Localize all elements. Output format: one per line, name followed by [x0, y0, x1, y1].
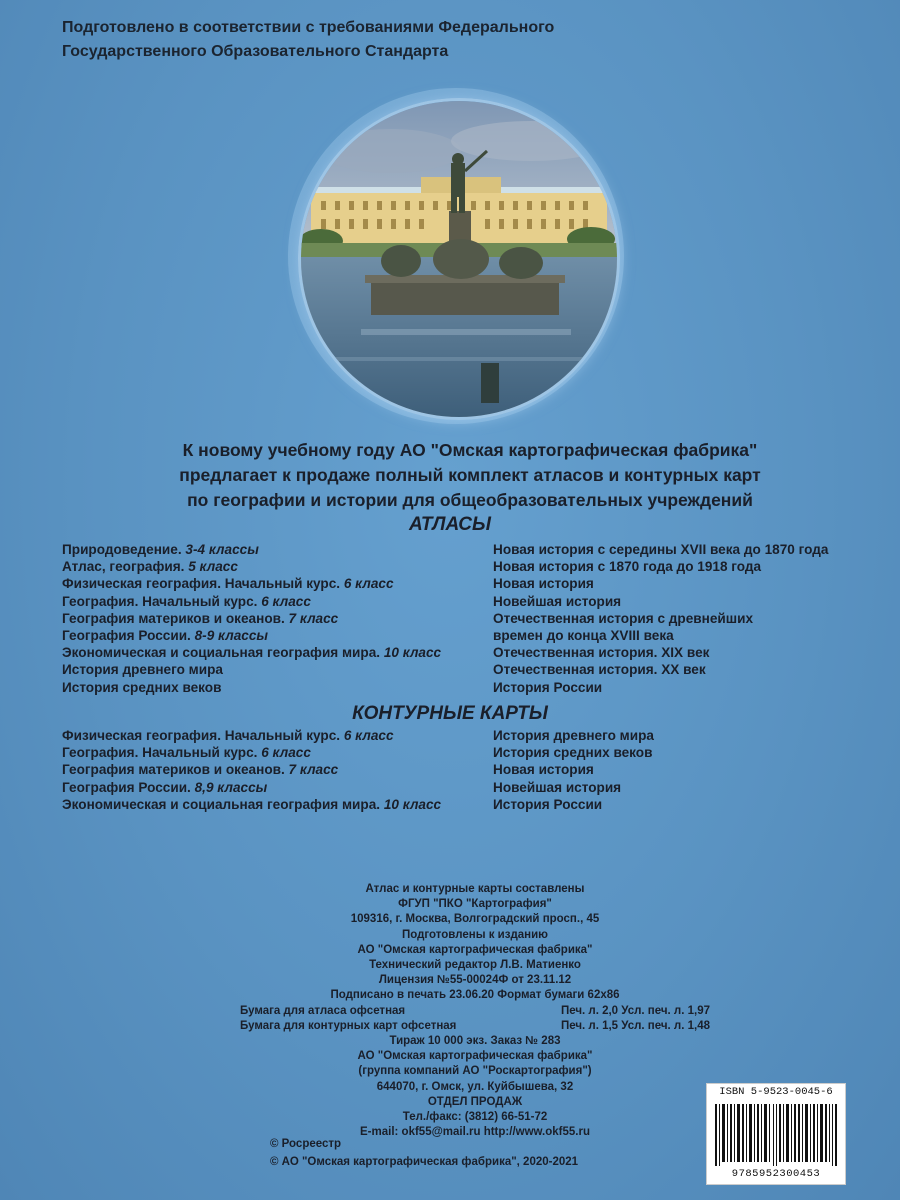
list-item: География России. 8,9 классы: [62, 779, 268, 795]
imprint-line: ФГУП "ПКО "Картография": [398, 898, 552, 911]
list-item: Новая история: [493, 762, 594, 778]
list-item: Новая история: [493, 576, 594, 592]
paper-atlas: Бумага для атласа офсетная: [240, 1004, 406, 1017]
imprint-line: 109316, г. Москва, Волгоградский просп., 45: [350, 913, 600, 926]
imprint-line: АО "Омская картографическая фабрика": [357, 943, 593, 956]
imprint-block: [240, 882, 710, 1140]
imprint-line: [240, 1004, 710, 1019]
imprint-line: Подготовлены к изданию: [401, 928, 549, 941]
peterhof-fountain-photo: [298, 98, 620, 420]
sheets-contour-maps: Печ. л. 1,5 Усл. печ. л. 1,48: [560, 1019, 710, 1032]
list-item: Природоведение. 3-4 классы: [62, 542, 259, 557]
list-item: Отечественная история. XIX век: [493, 645, 710, 661]
imprint-line: (группа компаний АО "Роскартография"): [358, 1065, 592, 1078]
imprint-line: 644070, г. Омск, ул. Куйбышева, 32: [376, 1080, 574, 1093]
list-item: География. Начальный курс. 6 класс: [62, 745, 311, 761]
imprint-line: Тираж 10 000 экз. Заказ № 283: [389, 1035, 561, 1048]
list-item: История России: [493, 796, 603, 812]
imprint-line: Технический редактор Л.В. Матиенко: [369, 959, 581, 972]
list-item: История древнего мира: [493, 728, 654, 743]
fgos-notice-line-2: Государственного Образовательного Стандарта: [62, 43, 449, 60]
list-item: География. Начальный курс. 6 класс: [62, 593, 311, 609]
list-item: История средних веков: [493, 745, 653, 761]
contour-maps-right-list: [493, 727, 654, 813]
phone-fax: Тел./факс: (3812) 66-51-72: [402, 1111, 548, 1124]
list-item: Отечественная история. XX век: [493, 662, 706, 678]
contour-maps-left-list: [62, 727, 441, 813]
paper-contour-maps: Бумага для контурных карт офсетная: [240, 1019, 457, 1032]
email-website: E-mail: okf55@mail.ru http://www.okf55.ru: [360, 1126, 590, 1139]
intro-line-3: по географии и истории для общеобразовательных учреждений: [187, 490, 753, 510]
intro-line-1: К новому учебному году АО "Омская картографическая фабрика": [182, 440, 758, 460]
fountain-illustration: [301, 101, 617, 417]
imprint-line: АО "Омская картографическая фабрика": [357, 1050, 593, 1063]
list-item: Новая история с середины XVII века до 1870 года: [493, 542, 829, 557]
copyright-line-1: © Росреестр: [270, 1138, 342, 1150]
list-item: Физическая география. Начальный курс. 6 класс: [62, 576, 394, 592]
list-item: времен до конца XVIII века: [493, 628, 674, 644]
list-item: География материков и океанов. 7 класс: [62, 762, 339, 778]
imprint-line: Лицензия №55-00024Ф от 23.11.12: [378, 974, 572, 987]
list-item: Экономическая и социальная география мира. 10 класс: [62, 645, 442, 661]
list-item: Новейшая история: [493, 779, 622, 795]
list-item: Атлас, география. 5 класс: [62, 559, 238, 575]
atlases-right-list: [493, 541, 828, 696]
fgos-notice: [62, 16, 762, 64]
isbn-label: ISBN 5-9523-0045-6: [719, 1086, 833, 1098]
list-item: Экономическая и социальная география мира. 10 класс: [62, 796, 442, 812]
list-item: Отечественная история с древнейших: [493, 610, 753, 626]
intro-text: [100, 438, 840, 513]
isbn-barcode: [706, 1083, 846, 1185]
sales-department: ОТДЕЛ ПРОДАЖ: [427, 1095, 523, 1108]
intro-line-2: предлагает к продаже полный комплект атласов и контурных карт: [179, 465, 761, 485]
barcode-icon: [715, 1104, 837, 1166]
sheets-atlas: Печ. л. 2,0 Усл. печ. л. 1,97: [560, 1004, 710, 1017]
ean-digits: 9785952300453: [731, 1168, 821, 1180]
list-item: Физическая география. Начальный курс. 6 класс: [62, 728, 394, 743]
copyright-line-2: © АО "Омская картографическая фабрика", 2020-2021: [270, 1156, 579, 1168]
copyright-block: [270, 1135, 578, 1171]
list-item: История древнего мира: [62, 662, 223, 678]
list-item: История России: [493, 679, 603, 695]
list-item: География России. 8-9 классы: [62, 628, 269, 644]
fgos-notice-line-1: Подготовлено в соответствии с требованиями Федерального: [62, 19, 555, 36]
list-item: География материков и океанов. 7 класс: [62, 610, 339, 626]
imprint-line: [240, 1019, 710, 1034]
list-item: История средних веков: [62, 679, 222, 695]
list-item: Новейшая история: [493, 593, 622, 609]
atlases-heading: АТЛАСЫ: [409, 514, 491, 535]
imprint-line: Подписано в печать 23.06.20 Формат бумаги 62х86: [330, 989, 620, 1002]
imprint-line: Атлас и контурные карты составлены: [365, 883, 585, 895]
list-item: Новая история с 1870 года до 1918 года: [493, 559, 762, 575]
contour-maps-heading: КОНТУРНЫЕ КАРТЫ: [352, 703, 548, 724]
atlases-left-list: [62, 541, 441, 696]
